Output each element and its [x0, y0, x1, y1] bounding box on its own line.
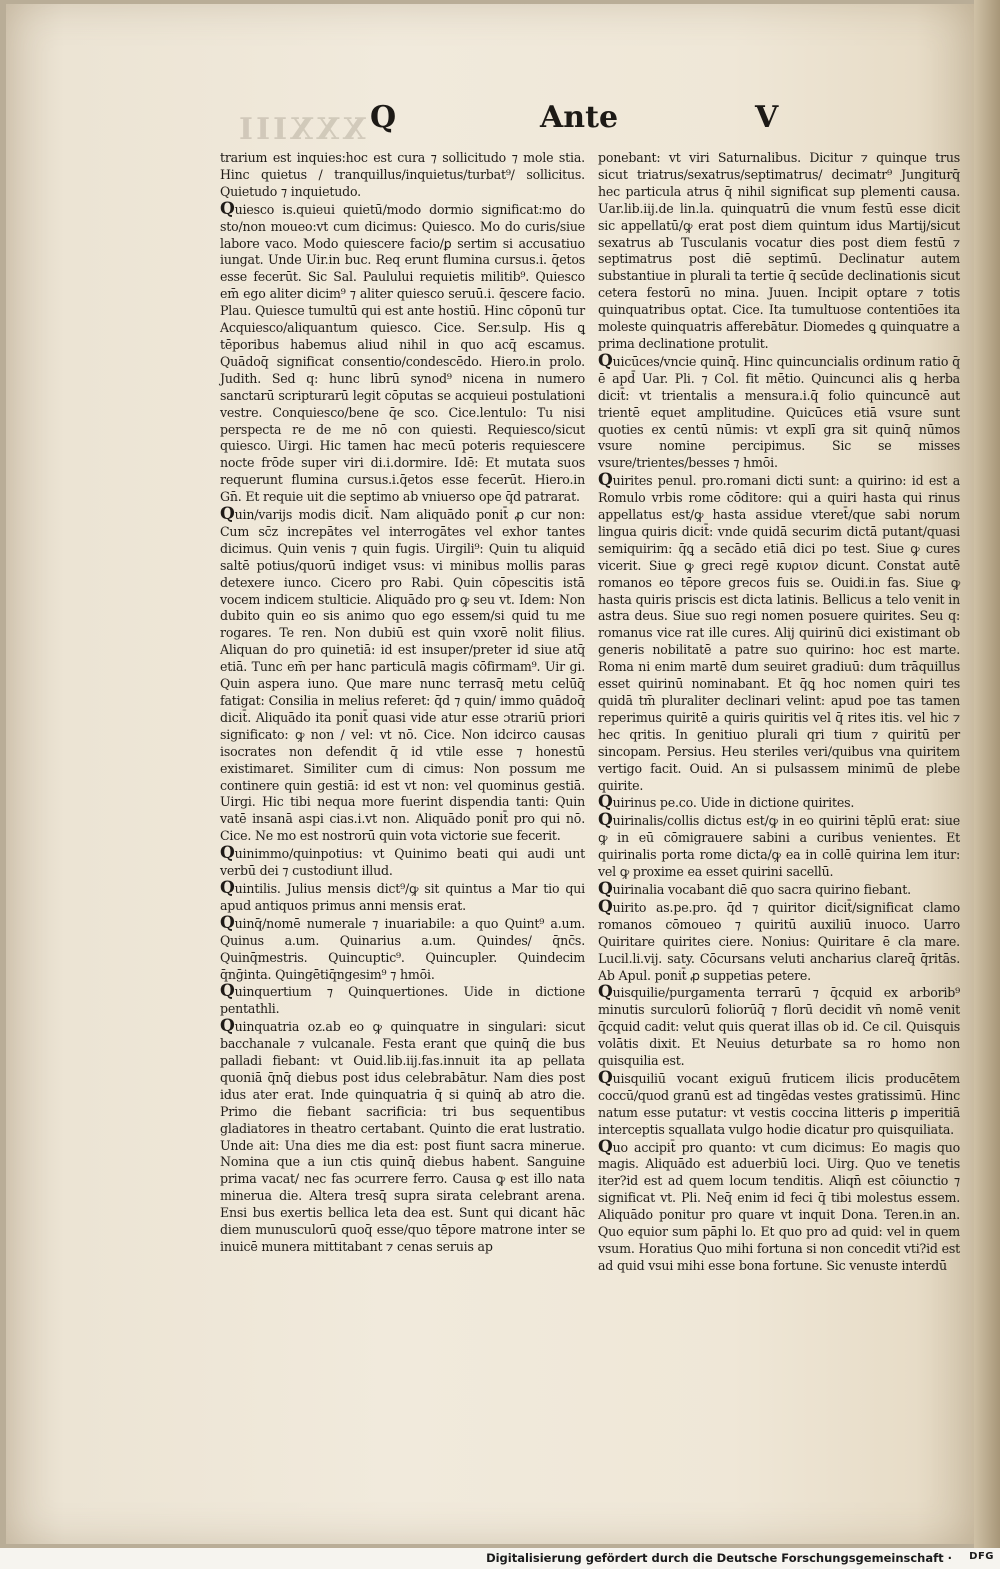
left-text-column — [220, 150, 585, 1256]
footer-credit: Digitalisierung gefördert durch die Deutsche Forschungsgemeinschaft · — [486, 1551, 952, 1565]
paragraph: ponebant: vt viri Saturnalibus. Dicitur ⁊ quinque trus sicut triatrus/sexatrus/septimatrus/ decimatr⁹ Jungiturq̄ hec particula atrus q̄ nihil significat sup plementi causa. Uar.lib.iij.de lin.la. quinquatrū die vnum festū esse dicit sic appellatū/ꝙ erat post diem quintum idus Martij/sicut sexatrus ab Tusculanis vocatur dies post diem festū ⁊ septimatrus post diē septimū. Declinatur autem substantiue in plurali ta tertie q̄ secūde declinationis sicut cetera festorū no mina. Juuen. Incipit optare ⁊ totis quinquatribus optat. Cice. Ita tumultuose contentiōes ita moleste quinquatris afferebātur. Diomedes ꝗ quinquatre a prima declinatione protulit. — [598, 150, 960, 351]
show-through-text: XXXIII — [236, 112, 366, 147]
entry-quo: Quo accipit̄ pro quanto: vt cum dicimus: Eo magis quo magis. Aliquādo est aduerbiū loci. Uirg. Quo ve tenetis iter?id est ad quem locum tenditis. Aliqn̄ est cōiunctio ⁊ significat vt. Pli. Neq̄ enim id feci q̄ tibi molestus essem. Aliquādo ponitur pro quare vt inquit Dona. Teren.in an. Quo equior sum pāphi lo. Et quo pro ad quid: vel in quem vsum. Horatius Quo mihi fortuna si non concedit vti?id est ad quid vsui mihi esse bona fortune. Sic venuste interdū — [598, 1136, 960, 1273]
entry-quinimmo: Quinimmo/quinpotius: vt Quinimo beati qui audi unt verbū dei ⁊ custodiunt illud. — [220, 843, 585, 879]
entry-quisquilium: Quisquiliū vocant exiguū fruticem ilicis producētem coccū/quod granū est ad tingēdas vestes gratissimū. Hinc natum esse putatur: vt vestis coccina litteris ꝑ imperitiā interceptis squallata vulgo hodie dicatur pro quisquiliata. — [598, 1067, 960, 1137]
header-left-letter: Q — [370, 100, 397, 135]
running-header — [210, 100, 970, 142]
entry-quincunces: Quicūces/vncie quinq̄. Hinc quincuncialis ordinum ratio q̄ ē apd̄ Uar. Pli. ⁊ Col. fit mētio. Quincunci alis ꝗ herba dicit̄: vt trientalis a mensura.i.q̄ folio quincuncē aut trientē equet amplitudine. Quicūces etiā vsure sunt quoties ex centū nūmis: vt explī gra sit quinq̄ nūmos vsure nomine percipimus. Sic se misses vsure/trientes/besses ⁊ hmōi. — [598, 350, 960, 471]
header-center-word: Ante — [540, 100, 619, 135]
entry-quirinalis: Quirinalis/collis dictus est/ꝙ in eo quirini tēplū erat: siue ꝙ in eū cōmigrauere sabini a curibus venientes. Et quirinalis porta rome dicta/ꝙ ea in collē quirina lem itur: vel ꝙ proxime ea esset quirini sacellū. — [598, 810, 960, 880]
entry-quirito: Quirito as.pe.pro. q̄d ⁊ quiritor dicit̄/significat clamo romanos cōmoueo ⁊ quiritū auxiliū inuoco. Uarro Quiritare quirites ciere. Nonius: Quiritare ē cla mare. Lucil.li.vij. saty. Cōcursans veluti ancharius clareq̄ q̄ritās. Ab Apul. ponit̄ ꝓ suppetias petere. — [598, 896, 960, 983]
entry-quirinus: Quirinus pe.co. Uide in dictione quirites. — [598, 792, 855, 813]
entry-quirinalia: Quirinalia vocabant diē quo sacra quirino fiebant. — [598, 878, 911, 899]
page-edge — [974, 0, 1000, 1569]
entry-quin: Quin/varijs modis dicit̄. Nam aliquādo ponit̄ ꝓ cur non: Cum sc̄z increpātes vel interrogātes vel exhor tantes dicimus. Quin venis ⁊ quin fugis. Uirgili⁹: Quin tu aliquid saltē potius/quorū indiget vsus: vi minibus mollis paras detexere iunco. Cicero pro Rabi. Quin cōpescitis istā vocem indicem stulticie. Aliquādo pro ꝙ seu vt. Idem: Non dubito quin eo sis animo quo ego essem/si quid tu me rogares. Te ren. Non dubiū est quin vxorē nolit filius. Aliquan do pro quinetiā: id est insuper/preter id siue atq̄ etiā. Tunc em̄ per hanc particulā magis cōfirmam⁹. Uir gi. Quin aspera iuno. Que mare nunc terrasq̄ metu celūq̄ fatigat: Consilia in melius referet: q̄d ⁊ quin/ immo quādoq̄ dicit̄. Aliquādo ita ponit̄ quasi vide atur esse ɔtrariū priori significato: ꝙ non / vel: vt nō. Cice. Non idcirco causas isocrates non defendit q̄ id vtile esse ⁊ honestū existimaret. Similiter cum di cimus: Non possum me continere quin gestiā: id est vt non: vel quominus gestiā. Uirgi. Hic tibi nequa more fuerint dispendia tanti: Quin vatē insanā aspi cias.i.vt non. Aliquādo ponit̄ pro qui nō. Cice. Ne mo est nostrorū quin vota victorie sue fecerit. — [220, 504, 585, 844]
entry-quirites: Quirites penul. pro.romani dicti sunt: a quirino: id est a Romulo vrbis rome cōditore: qui a quiri hasta qui rinus appellatus est/ꝙ hasta assidue vteret̄/que sabi norum lingua quiris dicit̄: vnde quidā securim dictā putant/quasi semiquirim: q̄ꝗ a secādo etiā dici po test. Siue ꝙ cures vicerit. Siue ꝙ greci regē κυριον dicunt. Constat autē romanos eo tēpore grecos fuis se. Ouidi.in fas. Siue ꝙ hasta quiris priscis est dicta latinis. Bellicus a telo venit in astra deus. Siue suo regi nomen posuere quirites. Seu q: romanus vice rat ille cures. Alij quirinū dici existimant ob generis nobilitatē a patre suo quirino: hoc est marte. Roma ni enim martē dum seuiret gradiuū: dum trāquillus esset quirinū nominabant. Et q̄ꝗ hoc nomen quiri tes quidā tm̄ pluraliter declinari velint: apud poe tas tamen reperimus quiritē a quiris quiritis vel q̄ rites itis. vel hic ⁊ hec qritis. In genitiuo plurali qri tium ⁊ quiritū per sincopam. Persius. Heu steriles veri/quibus vna quiritem vertigo facit. Ouid. An si pulsassem minimū de plebe quirite. — [598, 470, 960, 793]
header-right-letter: V — [755, 100, 779, 135]
digitization-footer — [0, 1548, 1000, 1569]
dfg-logo: DFG — [969, 1551, 994, 1562]
entry-quisquilie: Quisquilie/purgamenta terrarū ⁊ q̄cquid ex arborib⁹ minutis surculorū foliorūq̄ ⁊ florū decidit vn̄ nomē venit q̄cquid cadit: velut quis querat illas ob id. Ce cil. Quisquis volātis dixit. Et Neuius deturbate sa ro homo non quisquilia est. — [598, 982, 960, 1069]
entry-quiesco: Quiesco is.quieui quietū/modo dormio significat:mo do sto/non moueo:vt cum dicimus: Quiesco. Mo do curis/siue labore vaco. Modo quiescere facio/ꝑ sertim si accusatiuo iungat. Unde Uir.in buc. Req erunt flumina cursus.i. q̄etos esse fecerūt. Sic Sal. Paulului requietis militib⁹. Quiesco em̄ ego aliter dicim⁹ ⁊ aliter quiesco seruū.i. q̄escere facio. Plau. Quiesce tumultū qui est ante hostiū. Hinc cōponū tur Acquiesco/aliquantum quiesco. Cice. Ser.sulp. His ꝗ tēporibus habemus aliud nihil in quo acq̄ escamus. Quādoq̄ significat consentio/condescēdo. Hiero.in prolo. Judith. Sed q: hunc librū synod⁹ nicena in numero sanctarū scripturarū legit cōputas se acquieui postulationi vestre. Conquiesco/bene q̄e sco. Cice.lentulo: Tu nisi perspecta re de me nō con quiesti. Requiesco/sicut quiesco. Uirgi. Hic tamen hac mecū poteris requiescere nocte frōde super viri di.i.dormire. Idē: Et mutata suos requerunt flumina cursus.i.q̄etos esse fecerūt. Hiero.in Gn̄. Et requie uit die septimo ab vniuerso ope q̄d patrarat. — [220, 198, 585, 505]
entry-quinque: Quinq̄/nomē numerale ⁊ inuariabile: a quo Quint⁹ a.um. Quinus a.um. Quinarius a.um. Quindes/ q̄nc̄s. Quinq̄mestris. Quincuptic⁹. Quincupler. Quindecim q̄nḡinta. Quingētiq̄ngesim⁹ ⁊ hmōi. — [220, 912, 585, 982]
paragraph: trarium est inquies:hoc est cura ⁊ sollicitudo ⁊ mole stia. Hinc quietus / tranquillus/inquietus/turbat⁹/ sollicitus. Quietudo ⁊ inquietudo. — [220, 150, 585, 199]
entry-quintilis: Quintilis. Julius mensis dict⁹/ꝙ sit quintus a Mar tio qui apud antiquos primus anni mensis erat. — [220, 877, 585, 913]
entry-quinquatria: Quinquatria oz.ab eo ꝙ quinquatre in singulari: sicut bacchanale ⁊ vulcanale. Festa erant que quinq̄ die bus palladi fiebant: vt Ouid.lib.iij.fas.innuit ita ap pellata quoniā q̄nq̄ diebus post idus celebrabātur. Nam dies post idus ater erat. Inde quinquatria q̄ si quinq̄ ab atro die. Primo die fiebant sacrificia: tri bus sequentibus gladiatores in theatro certabant. Quinto die erat lustratio. Unde ait: Una dies me dia est: post fiunt sacra minerue. Nomina que a iun ctis quinq̄ diebus habent. Sanguine prima vacat/ nec fas ɔcurrere ferro. Causa ꝙ est illo nata minerua die. Altera tresq̄ supra sirata celebrant arena. Ensi bus exertis bellica leta dea est. Sunt qui dicant hāc diem munusculorū quoq̄ esse/quo tēpore matrone inter se inuicē munera mittitabant ⁊ cenas seruis ap — [220, 1016, 585, 1254]
right-text-column — [598, 150, 960, 1275]
entry-quinquertium: Quinquertium ⁊ Quinquertiones. Uide in dictione pentathli. — [220, 981, 585, 1017]
